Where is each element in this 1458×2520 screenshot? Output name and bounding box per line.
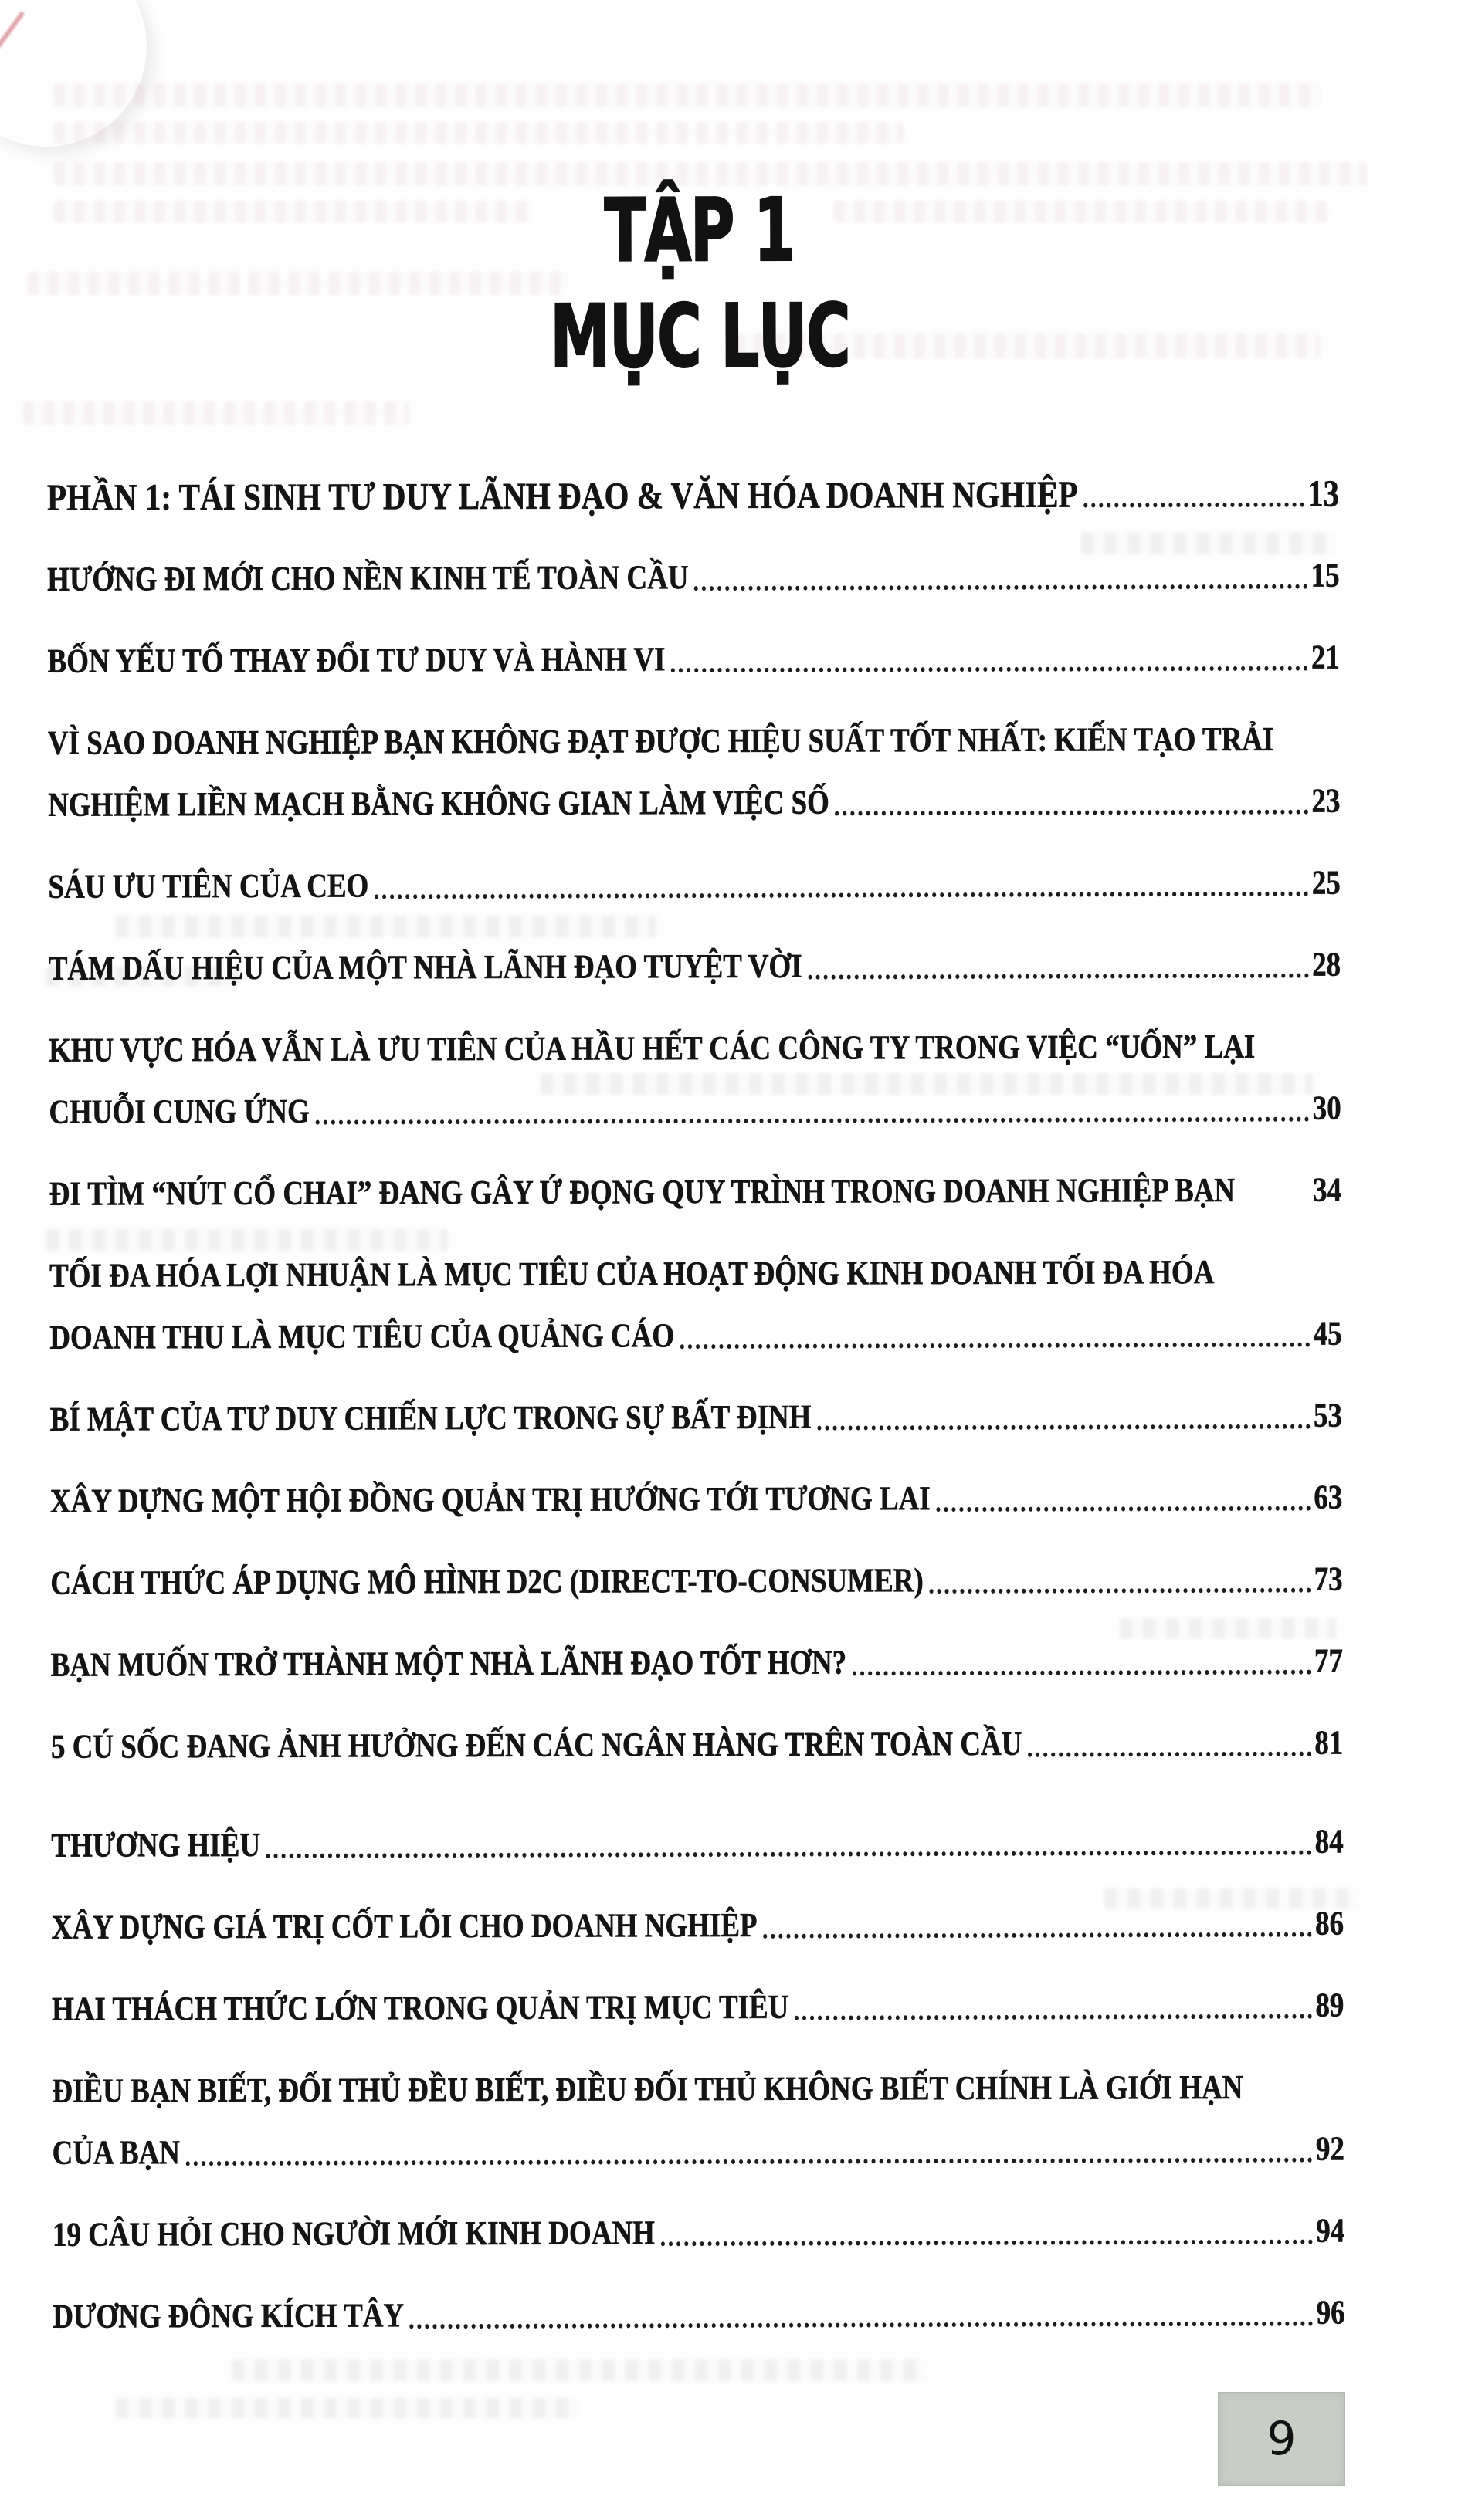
- toc-entry-text: TỐI ĐA HÓA LỢI NHUẬN LÀ MỤC TIÊU CỦA HOẠT ĐỘNG KINH DOANH TỐI ĐA HÓA: [49, 1253, 1215, 1295]
- toc-line-inner: [49, 1252, 1341, 1296]
- toc-line-inner: [52, 1986, 1344, 2030]
- toc-dot-leader: [817, 1424, 1311, 1431]
- toc-line: [48, 720, 1341, 764]
- toc-dot-leader: [375, 892, 1309, 899]
- toc-line: [49, 1252, 1342, 1296]
- toc-line: [49, 1170, 1342, 1214]
- toc-line: [51, 1641, 1344, 1685]
- toc-line-inner: [51, 1822, 1343, 1866]
- toc-line: [47, 474, 1340, 518]
- toc-dot-leader: [680, 1343, 1311, 1350]
- toc-entry-text: THƯƠNG HIỆU: [51, 1825, 261, 1865]
- toc-line: [47, 556, 1340, 600]
- toc-entry-text: SÁU ƯU TIÊN CỦA CEO: [48, 866, 369, 906]
- toc-entry-text: HƯỚNG ĐI MỚI CHO NỀN KINH TẾ TOÀN CẦU: [47, 558, 689, 598]
- toc-line-inner: [48, 720, 1340, 764]
- toc-dot-leader: [835, 810, 1308, 816]
- toc-page-number: 21: [1311, 638, 1340, 676]
- toc-line: [53, 2210, 1345, 2254]
- toc-dot-leader: [660, 2240, 1313, 2247]
- toc-entry-text: TÁM DẤU HIỆU CỦA MỘT NHÀ LÃNH ĐẠO TUYỆT VỜI: [48, 947, 802, 987]
- page-number-box: [1218, 2392, 1345, 2486]
- toc-line-inner: [52, 2068, 1344, 2112]
- toc-dot-leader: [186, 2158, 1313, 2166]
- page-number: 9: [1266, 2412, 1297, 2466]
- toc-line-inner: [48, 863, 1340, 907]
- toc-entry-text: ĐIỀU BẠN BIẾT, ĐỐI THỦ ĐỀU BIẾT, ĐIỀU ĐỐI THỦ KHÔNG BIẾT CHÍNH LÀ GIỚI HẠN: [52, 2068, 1243, 2110]
- toc-page-number: 34: [1313, 1170, 1342, 1209]
- toc-line-inner: [53, 2211, 1344, 2255]
- toc-entry-text: PHẦN 1: TÁI SINH TƯ DUY LÃNH ĐẠO & VĂN HÓA DOANH NGHIỆP: [46, 472, 1078, 519]
- toc-page-number: 89: [1315, 1986, 1344, 2024]
- toc-entry-text: BÍ MẬT CỦA TƯ DUY CHIẾN LỰC TRONG SỰ BẤT ĐỊNH: [49, 1397, 812, 1438]
- toc-line-inner: [50, 1560, 1342, 1604]
- toc-line-inner: [49, 1089, 1341, 1133]
- toc-dot-leader: [410, 2322, 1314, 2329]
- toc-entry-text: 5 CÚ SỐC ĐANG ẢNH HƯỞNG ĐẾN CÁC NGÂN HÀNG TRÊN TOÀN CẦU: [50, 1724, 1022, 1766]
- toc-page-number: 25: [1311, 863, 1341, 902]
- toc-line-inner: [49, 945, 1341, 989]
- toc-page-number: 84: [1314, 1822, 1344, 1861]
- toc-line: [49, 945, 1341, 989]
- toc-line-inner: [47, 556, 1339, 600]
- toc-line: [49, 1089, 1341, 1133]
- toc-list: [47, 474, 1346, 2337]
- toc-line: [52, 1986, 1344, 2030]
- toc-line-inner: [49, 1314, 1341, 1358]
- toc-dot-leader: [315, 1117, 1309, 1125]
- toc-line: [53, 2129, 1345, 2173]
- toc-page-number: 81: [1314, 1723, 1344, 1762]
- toc-entry-text: DOANH THU LÀ MỤC TIÊU CỦA QUẢNG CÁO: [49, 1316, 675, 1357]
- toc-dot-leader: [929, 1588, 1311, 1594]
- toc-page-number: 23: [1311, 781, 1341, 820]
- toc-line-inner: [49, 1170, 1341, 1214]
- toc-dot-leader: [671, 666, 1308, 673]
- toc-line: [51, 1723, 1344, 1767]
- toc-entry-text: HAI THÁCH THỨC LỚN TRONG QUẢN TRỊ MỤC TIÊU: [51, 1987, 789, 2028]
- toc-line: [49, 1314, 1342, 1358]
- toc-page-number: 94: [1316, 2211, 1345, 2250]
- toc-page-number: 13: [1307, 472, 1340, 515]
- toc-dot-leader: [266, 1851, 1312, 1858]
- toc-line: [51, 1822, 1344, 1866]
- toc-dot-leader: [763, 1932, 1312, 1939]
- toc-line: [52, 1904, 1344, 1948]
- toc-dot-leader: [694, 584, 1307, 591]
- toc-entry-text: 19 CÂU HỎI CHO NGƯỜI MỚI KINH DOANH: [52, 2213, 655, 2254]
- toc-entry-text: ĐI TÌM “NÚT CỔ CHAI” ĐANG GÂY Ứ ĐỌNG QUY TRÌNH TRONG DOANH NGHIỆP BẠN: [49, 1170, 1236, 1213]
- toc-line-inner: [50, 1478, 1342, 1522]
- toc-line: [53, 2292, 1345, 2336]
- toc-entry-text: BỐN YẾU TỐ THAY ĐỔI TƯ DUY VÀ HÀNH VI: [47, 640, 666, 680]
- toc-page-number: 53: [1313, 1396, 1343, 1434]
- toc-line-inner: [51, 1641, 1343, 1685]
- toc-line-inner: [47, 474, 1339, 518]
- toc-dot-leader: [1083, 503, 1304, 508]
- toc-page-number: 15: [1311, 556, 1340, 594]
- toc-entry-text: KHU VỰC HÓA VẪN LÀ ƯU TIÊN CỦA HẦU HẾT CÁC CÔNG TY TRONG VIỆC “UỐN” LẠI: [49, 1027, 1256, 1069]
- toc-page-number: 77: [1314, 1641, 1344, 1680]
- toc-page-number: 92: [1315, 2129, 1345, 2168]
- toc-dot-leader: [795, 2014, 1312, 2020]
- toc-line-inner: [51, 1723, 1343, 1767]
- toc-line-inner: [49, 1027, 1341, 1071]
- toc-dot-leader: [936, 1506, 1311, 1512]
- toc-entry-text: CỦA BẠN: [52, 2133, 181, 2172]
- toc-line-inner: [53, 2293, 1344, 2337]
- toc-page-number: 30: [1312, 1089, 1341, 1127]
- toc-line: [49, 1027, 1341, 1071]
- toc-line: [50, 1396, 1343, 1440]
- toc-line-inner: [50, 1396, 1342, 1440]
- toc-line-inner: [48, 781, 1340, 825]
- toc-page-number: 96: [1316, 2293, 1345, 2332]
- toc-line-inner: [47, 638, 1339, 682]
- toc-entry-text: XÂY DỰNG GIÁ TRỊ CỐT LÕI CHO DOANH NGHIỆP: [51, 1905, 758, 1946]
- toc-line-inner: [52, 1904, 1344, 1948]
- toc-line: [50, 1478, 1343, 1522]
- toc-entry-text: DƯƠNG ĐÔNG KÍCH TÂY: [53, 2296, 405, 2335]
- toc-entry-text: CÁCH THỨC ÁP DỤNG MÔ HÌNH D2C (DIRECT-TO-CONSUMER): [50, 1561, 924, 1602]
- toc-page-number: 86: [1314, 1904, 1344, 1942]
- toc-line: [48, 863, 1341, 907]
- volume-title: TẬP 1: [604, 180, 795, 282]
- toc-line: [52, 2068, 1344, 2112]
- toc-title: MỤC LỤC: [550, 286, 850, 388]
- toc-line: [50, 1560, 1343, 1604]
- toc-page-number: 63: [1314, 1478, 1343, 1516]
- toc-line-inner: [53, 2129, 1344, 2173]
- toc-entry-text: NGHIỆM LIỀN MẠCH BẰNG KHÔNG GIAN LÀM VIỆC SỐ: [48, 783, 829, 824]
- toc-entry-text: XÂY DỰNG MỘT HỘI ĐỒNG QUẢN TRỊ HƯỚNG TỚI TƯƠNG LAI: [49, 1479, 931, 1520]
- toc-dot-leader: [1028, 1752, 1311, 1757]
- toc-line: [48, 781, 1341, 825]
- toc-line: [47, 638, 1340, 682]
- toc-dot-leader: [808, 974, 1309, 980]
- toc-page-number: 73: [1314, 1560, 1343, 1598]
- toc-entry-text: VÌ SAO DOANH NGHIỆP BẠN KHÔNG ĐẠT ĐƯỢC HIỆU SUẤT TỐT NHẤT: KIẾN TẠO TRẢI: [47, 720, 1274, 762]
- toc-entry-text: BẠN MUỐN TRỞ THÀNH MỘT NHÀ LÃNH ĐẠO TỐT HƠN?: [50, 1643, 847, 1684]
- toc-entry-text: CHUỖI CUNG ỨNG: [49, 1092, 310, 1131]
- toc-dot-leader: [853, 1670, 1311, 1676]
- toc-page-number: 45: [1313, 1314, 1342, 1353]
- toc-page-number: 28: [1312, 945, 1341, 984]
